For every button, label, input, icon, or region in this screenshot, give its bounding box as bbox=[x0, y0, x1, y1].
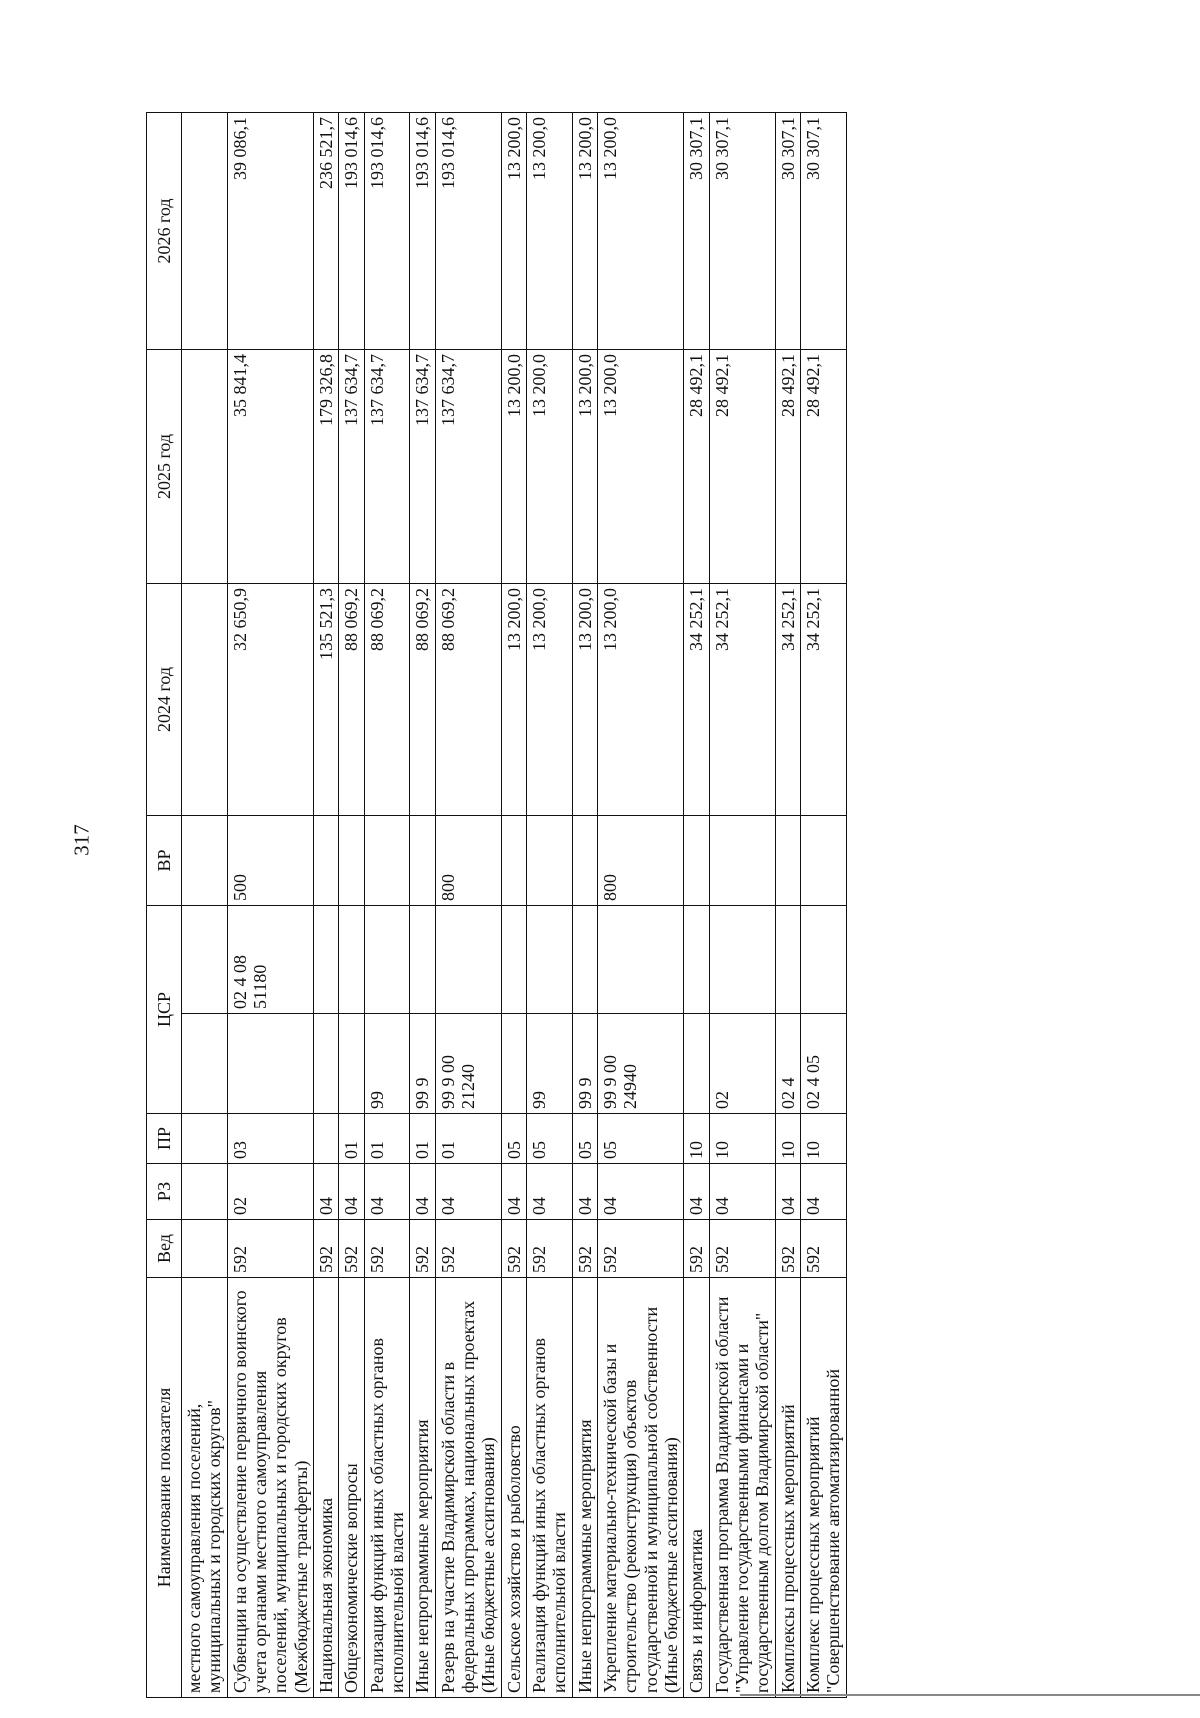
table-cell-y2025: 13 200,0 bbox=[501, 349, 526, 583]
table-cell-csr1 bbox=[684, 1014, 709, 1114]
table-cell-csr1 bbox=[339, 1014, 364, 1114]
column-header: 2024 год bbox=[147, 583, 182, 815]
table-cell-y2025: 13 200,0 bbox=[572, 349, 597, 583]
table-cell-csr1: 99 9 bbox=[410, 1014, 435, 1114]
table-cell-rz: 04 bbox=[526, 1164, 572, 1220]
table-cell-csr2 bbox=[800, 905, 846, 1013]
table-cell-pr: 10 bbox=[709, 1114, 775, 1164]
table-cell-y2025: 28 492,1 bbox=[775, 349, 800, 583]
table-cell-ved: 592 bbox=[800, 1220, 846, 1278]
table-cell-y2025: 137 634,7 bbox=[339, 349, 364, 583]
table-body bbox=[182, 112, 847, 1697]
table-cell-pr: 05 bbox=[572, 1114, 597, 1164]
table-cell-pr: 10 bbox=[800, 1114, 846, 1164]
table-cell-y2026: 193 014,6 bbox=[410, 112, 435, 349]
table-cell-name: Резерв на участие Владимирской области в федеральных программах, национальных проектах (Иные бюджетные ассигнования) bbox=[435, 1278, 501, 1698]
table-cell-y2025: 28 492,1 bbox=[800, 349, 846, 583]
table-cell-name: Государственная программа Владимирской области "Управление государственными финансами и государственным долгом Владимирской области" bbox=[709, 1278, 775, 1698]
table-cell-y2024: 13 200,0 bbox=[572, 583, 597, 815]
table-cell-rz: 04 bbox=[313, 1164, 338, 1220]
table-cell-vr bbox=[709, 815, 775, 905]
table-cell-y2024: 13 200,0 bbox=[597, 583, 683, 815]
table-cell-rz: 04 bbox=[775, 1164, 800, 1220]
table-cell-y2024: 34 252,1 bbox=[775, 583, 800, 815]
table-cell-rz: 04 bbox=[800, 1164, 846, 1220]
table-cell-name: Укрепление материально-технической базы и строительство (реконструкция) объектов государственной и муниципальной собственности (Иные бюджетные ассигнования) bbox=[597, 1278, 683, 1698]
table-row bbox=[364, 112, 410, 1697]
table-cell-name: Комплекс процессных мероприятий "Совершенствование автоматизированной bbox=[800, 1278, 846, 1698]
table-cell-y2026: 236 521,7 bbox=[313, 112, 338, 349]
table-row bbox=[435, 112, 501, 1697]
table-cell-vr bbox=[800, 815, 846, 905]
table-header-row bbox=[147, 112, 182, 1697]
table-cell-vr bbox=[684, 815, 709, 905]
table-cell-pr: 05 bbox=[526, 1114, 572, 1164]
table-cell-csr2 bbox=[775, 905, 800, 1013]
scan-edge bbox=[740, 1680, 1200, 1718]
table-cell-ved: 592 bbox=[572, 1220, 597, 1278]
table-cell-y2024: 34 252,1 bbox=[709, 583, 775, 815]
table-cell-vr bbox=[182, 815, 228, 905]
table-cell-vr bbox=[775, 815, 800, 905]
table-cell-csr1 bbox=[182, 1014, 228, 1114]
table-cell-csr2 bbox=[526, 905, 572, 1013]
table-cell-rz: 04 bbox=[435, 1164, 501, 1220]
table-cell-pr: 10 bbox=[684, 1114, 709, 1164]
table-cell-rz: 04 bbox=[339, 1164, 364, 1220]
table-cell-y2026: 30 307,1 bbox=[684, 112, 709, 349]
table-cell-ved: 592 bbox=[501, 1220, 526, 1278]
table-cell-vr bbox=[572, 815, 597, 905]
table-cell-y2025: 28 492,1 bbox=[684, 349, 709, 583]
table-cell-csr2 bbox=[313, 905, 338, 1013]
table-cell-csr1: 02 4 bbox=[775, 1014, 800, 1114]
table-cell-csr1: 02 4 05 bbox=[800, 1014, 846, 1114]
table-cell-y2026: 30 307,1 bbox=[775, 112, 800, 349]
table-cell-csr1: 99 9 bbox=[572, 1014, 597, 1114]
table-cell-y2026: 39 086,1 bbox=[227, 112, 313, 349]
table-cell-ved bbox=[182, 1220, 228, 1278]
table-cell-csr2 bbox=[339, 905, 364, 1013]
table-cell-name: местного самоуправления поселений, муниципальных и городских округов" bbox=[182, 1278, 228, 1698]
table-cell-vr bbox=[313, 815, 338, 905]
table-cell-csr2 bbox=[410, 905, 435, 1013]
table-cell-y2024: 88 069,2 bbox=[410, 583, 435, 815]
table-cell-name: Субвенции на осуществление первичного воинского учета органами местного самоуправления поселений, муниципальных и городских округов (Межбюджетные трансферты) bbox=[227, 1278, 313, 1698]
table-cell-csr1: 99 bbox=[526, 1014, 572, 1114]
table-cell-name: Общеэкономические вопросы bbox=[339, 1278, 364, 1698]
table-cell-pr: 01 bbox=[435, 1114, 501, 1164]
table-cell-pr bbox=[313, 1114, 338, 1164]
table-cell-name: Связь и информатика bbox=[684, 1278, 709, 1698]
table-cell-y2024: 88 069,2 bbox=[435, 583, 501, 815]
table-cell-csr2 bbox=[501, 905, 526, 1013]
table-cell-y2026: 193 014,6 bbox=[339, 112, 364, 349]
table-row bbox=[501, 112, 526, 1697]
table-cell-rz: 04 bbox=[684, 1164, 709, 1220]
table-cell-y2026: 193 014,6 bbox=[364, 112, 410, 349]
table-cell-vr bbox=[364, 815, 410, 905]
table-cell-csr2 bbox=[182, 905, 228, 1013]
table-cell-pr: 05 bbox=[597, 1114, 683, 1164]
table-cell-ved: 592 bbox=[775, 1220, 800, 1278]
table-cell-y2024: 34 252,1 bbox=[800, 583, 846, 815]
table-cell-y2024: 32 650,9 bbox=[227, 583, 313, 815]
table-cell-y2025: 13 200,0 bbox=[526, 349, 572, 583]
table-cell-y2026 bbox=[182, 112, 228, 349]
table-cell-csr1: 99 9 00 21240 bbox=[435, 1014, 501, 1114]
table-row bbox=[800, 112, 846, 1697]
table-row bbox=[775, 112, 800, 1697]
table-cell-ved: 592 bbox=[410, 1220, 435, 1278]
table-cell-y2024: 34 252,1 bbox=[684, 583, 709, 815]
table-cell-vr: 800 bbox=[435, 815, 501, 905]
table-cell-csr1 bbox=[501, 1014, 526, 1114]
table-cell-y2026: 13 200,0 bbox=[526, 112, 572, 349]
table-cell-ved: 592 bbox=[526, 1220, 572, 1278]
column-header: РЗ bbox=[147, 1164, 182, 1220]
table-row bbox=[709, 112, 775, 1697]
table-cell-name: Сельское хозяйство и рыболовство bbox=[501, 1278, 526, 1698]
table-cell-vr bbox=[501, 815, 526, 905]
table-row bbox=[526, 112, 572, 1697]
table-cell-vr bbox=[339, 815, 364, 905]
table-row bbox=[597, 112, 683, 1697]
table-cell-y2024: 88 069,2 bbox=[364, 583, 410, 815]
column-header: ВР bbox=[147, 815, 182, 905]
column-header: 2025 год bbox=[147, 349, 182, 583]
table-cell-y2026: 13 200,0 bbox=[597, 112, 683, 349]
table-cell-ved: 592 bbox=[597, 1220, 683, 1278]
table-cell-rz: 04 bbox=[501, 1164, 526, 1220]
table-cell-csr2 bbox=[684, 905, 709, 1013]
table-cell-y2026: 30 307,1 bbox=[709, 112, 775, 349]
table-cell-rz: 04 bbox=[597, 1164, 683, 1220]
table-cell-ved: 592 bbox=[364, 1220, 410, 1278]
table-cell-name: Иные непрограммные мероприятия bbox=[572, 1278, 597, 1698]
table-cell-csr1 bbox=[227, 1014, 313, 1114]
table-row bbox=[313, 112, 338, 1697]
table-cell-ved: 592 bbox=[313, 1220, 338, 1278]
column-header: ПР bbox=[147, 1114, 182, 1164]
table-cell-pr bbox=[182, 1114, 228, 1164]
table-cell-y2025: 137 634,7 bbox=[410, 349, 435, 583]
table-cell-y2025: 179 326,8 bbox=[313, 349, 338, 583]
table-cell-name: Иные непрограммные мероприятия bbox=[410, 1278, 435, 1698]
table-cell-csr2 bbox=[709, 905, 775, 1013]
column-header: ЦСР bbox=[147, 905, 182, 1113]
table-cell-y2026: 13 200,0 bbox=[501, 112, 526, 349]
table-cell-pr: 10 bbox=[775, 1114, 800, 1164]
table-cell-pr: 01 bbox=[410, 1114, 435, 1164]
table-cell-ved: 592 bbox=[684, 1220, 709, 1278]
table-row bbox=[572, 112, 597, 1697]
table-cell-vr bbox=[410, 815, 435, 905]
table-cell-rz: 04 bbox=[364, 1164, 410, 1220]
table-cell-y2025: 28 492,1 bbox=[709, 349, 775, 583]
table-cell-csr2: 02 4 08 51180 bbox=[227, 905, 313, 1013]
table-cell-vr: 500 bbox=[227, 815, 313, 905]
table-cell-y2025: 137 634,7 bbox=[435, 349, 501, 583]
table-cell-pr: 03 bbox=[227, 1114, 313, 1164]
table-cell-y2024: 13 200,0 bbox=[501, 583, 526, 815]
table-cell-pr: 01 bbox=[364, 1114, 410, 1164]
table-cell-y2026: 30 307,1 bbox=[800, 112, 846, 349]
table-cell-csr1: 99 bbox=[364, 1014, 410, 1114]
table-cell-y2025: 35 841,4 bbox=[227, 349, 313, 583]
column-header: Вед bbox=[147, 1220, 182, 1278]
table-cell-name: Реализация функций иных областных органов исполнительной власти bbox=[364, 1278, 410, 1698]
table-cell-y2024 bbox=[182, 583, 228, 815]
table-cell-csr2 bbox=[435, 905, 501, 1013]
table-cell-name: Национальная экономика bbox=[313, 1278, 338, 1698]
table-cell-ved: 592 bbox=[435, 1220, 501, 1278]
table-cell-name: Комплексы процессных мероприятий bbox=[775, 1278, 800, 1698]
table-cell-rz: 04 bbox=[410, 1164, 435, 1220]
table-cell-rz: 04 bbox=[709, 1164, 775, 1220]
table-row bbox=[410, 112, 435, 1697]
table-cell-y2024: 135 521,3 bbox=[313, 583, 338, 815]
table-row bbox=[227, 112, 313, 1697]
table-cell-csr2 bbox=[364, 905, 410, 1013]
table-cell-name: Реализация функций иных областных органов исполнительной власти bbox=[526, 1278, 572, 1698]
table-cell-ved: 592 bbox=[227, 1220, 313, 1278]
table-cell-csr1 bbox=[313, 1014, 338, 1114]
table-cell-csr2 bbox=[572, 905, 597, 1013]
table-cell-rz: 02 bbox=[227, 1164, 313, 1220]
table-cell-y2026: 13 200,0 bbox=[572, 112, 597, 349]
table-cell-pr: 01 bbox=[339, 1114, 364, 1164]
table-cell-y2024: 88 069,2 bbox=[339, 583, 364, 815]
table-cell-y2026: 193 014,6 bbox=[435, 112, 501, 349]
table-row bbox=[684, 112, 709, 1697]
table-cell-csr1: 02 bbox=[709, 1014, 775, 1114]
table-row bbox=[182, 112, 228, 1697]
table-cell-ved: 592 bbox=[709, 1220, 775, 1278]
table-cell-y2025: 137 634,7 bbox=[364, 349, 410, 583]
table-cell-ved: 592 bbox=[339, 1220, 364, 1278]
budget-table-rotated bbox=[146, 113, 1084, 1698]
column-header: Наименование показателя bbox=[147, 1278, 182, 1698]
column-header: 2026 год bbox=[147, 112, 182, 349]
table-cell-y2025 bbox=[182, 349, 228, 583]
table-cell-rz bbox=[182, 1164, 228, 1220]
table-cell-rz: 04 bbox=[572, 1164, 597, 1220]
table-cell-vr: 800 bbox=[597, 815, 683, 905]
table-cell-csr2 bbox=[597, 905, 683, 1013]
table-cell-csr1: 99 9 00 24940 bbox=[597, 1014, 683, 1114]
table-cell-vr bbox=[526, 815, 572, 905]
table-cell-pr: 05 bbox=[501, 1114, 526, 1164]
table-row bbox=[339, 112, 364, 1697]
budget-table bbox=[146, 112, 847, 1698]
table-cell-y2025: 13 200,0 bbox=[597, 349, 683, 583]
table-cell-y2024: 13 200,0 bbox=[526, 583, 572, 815]
